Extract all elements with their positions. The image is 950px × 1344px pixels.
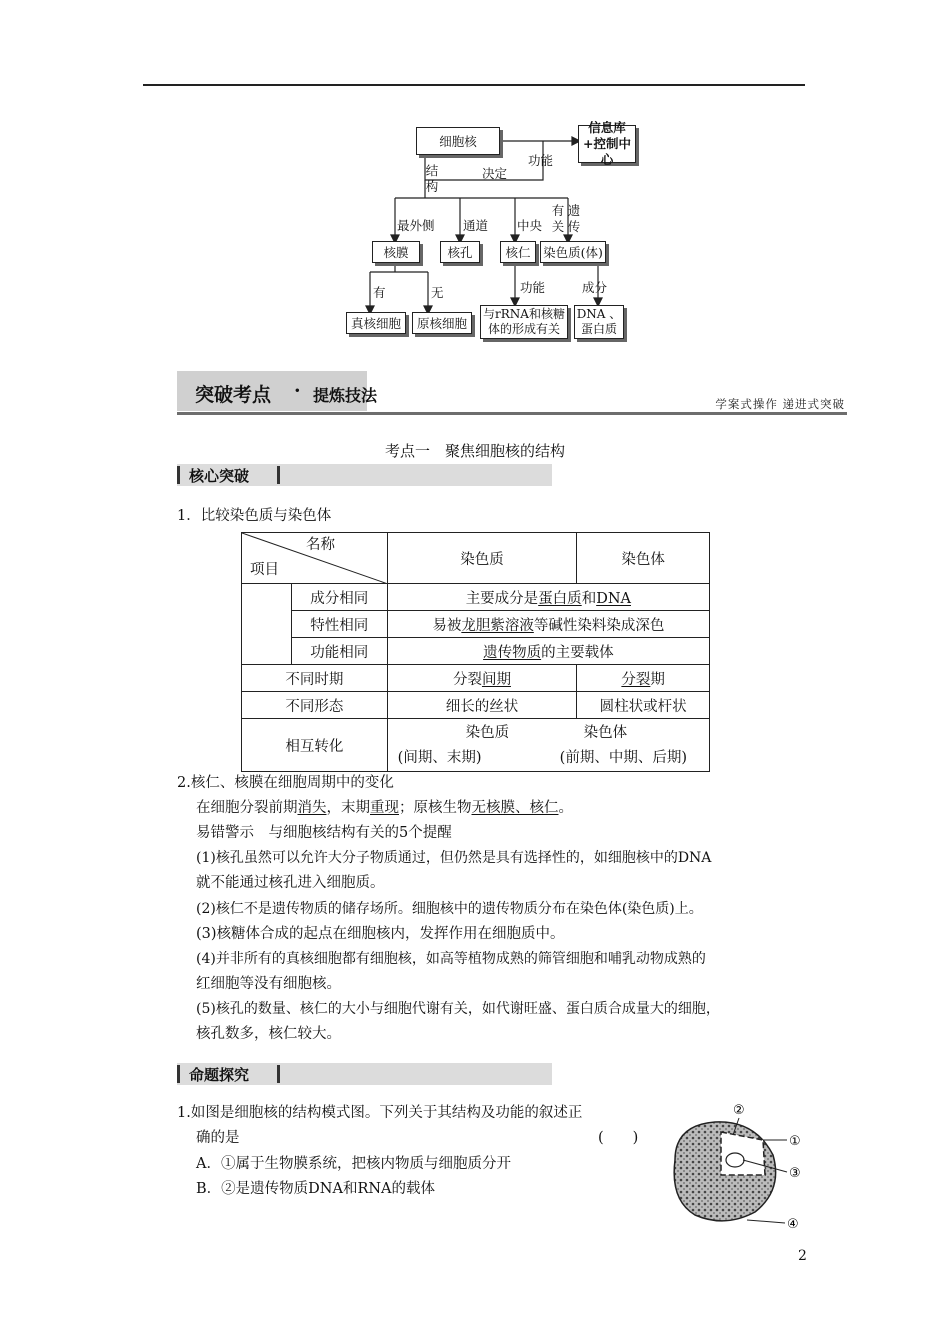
row-shape-chromatin: 细长的丝状 xyxy=(387,692,577,719)
nuclear-membrane-box xyxy=(372,241,420,263)
header-chromosome: 染色体 xyxy=(577,533,710,584)
section-bar-right-2 xyxy=(277,1065,280,1083)
banner-underline xyxy=(177,412,847,415)
r1-c: 和 xyxy=(581,590,597,607)
row-shape-chromosome: 圆柱状或杆状 xyxy=(577,692,710,719)
row-property-label: 特性相同 xyxy=(291,611,387,638)
outermost-label: 最外侧 xyxy=(397,218,435,233)
channel-label: 通道 xyxy=(463,218,489,233)
row-period-chromosome xyxy=(577,665,710,692)
q1-line2: 确的是 xyxy=(196,1130,240,1146)
warning-4b: 红细胞等没有细胞核。 xyxy=(196,976,341,992)
section-bar-right xyxy=(277,466,280,484)
rrna-box xyxy=(480,305,568,339)
r3-a: 遗传物质 xyxy=(483,644,542,661)
warning-2: (2)核仁不是遗传物质的储存场所。细胞核中的遗传物质分布在染色体(染色质)上。 xyxy=(196,901,703,917)
fig-label-4: ④ xyxy=(787,1217,799,1232)
row-composition-value xyxy=(387,584,709,611)
eukaryote-label: 真核细胞 xyxy=(350,316,401,331)
r1-d: DNA xyxy=(596,590,631,607)
r3-b: 的主要载体 xyxy=(541,644,614,661)
i2-u2: 重现 xyxy=(370,800,399,816)
section-bar-left-2 xyxy=(177,1065,180,1083)
eukaryote-box xyxy=(346,312,406,334)
q1-option-a: A．①属于生物膜系统，把核内物质与细胞质分开 xyxy=(196,1156,511,1172)
r6-bot-b: (前期、中期、后期) xyxy=(559,750,687,766)
item2-title: 2.核仁、核膜在细胞周期中的变化 xyxy=(177,775,394,791)
section-title-explore: 命题探究 xyxy=(189,1066,250,1084)
r2-c: 等碱性染料染成深色 xyxy=(533,617,665,634)
row-function-label: 功能相同 xyxy=(291,638,387,665)
center-label: 中央 xyxy=(517,218,543,233)
warning-title: 易错警示 与细胞核结构有关的5个提醒 xyxy=(196,825,452,841)
row-period-chromatin xyxy=(387,665,577,692)
q1-option-b: B．②是遗传物质DNA和RNA的载体 xyxy=(196,1181,436,1197)
item1-title: 1．比较染色质与染色体 xyxy=(177,508,332,524)
section-title-core: 核心突破 xyxy=(189,467,250,485)
info-center-label: 信息库+控制中心 xyxy=(583,120,631,167)
corner-bottom-label: 项目 xyxy=(250,562,279,578)
i2-u1: 消失 xyxy=(297,800,327,816)
nucleolus-label: 核仁 xyxy=(505,245,531,260)
nucleolus-box xyxy=(500,241,536,263)
r2-a: 易被 xyxy=(432,617,462,634)
header-chromatin: 染色质 xyxy=(387,533,577,584)
row-function-value xyxy=(387,638,709,665)
nucleus-structure-figure xyxy=(655,1100,815,1240)
i2-d: 。 xyxy=(558,800,573,816)
chromatin-box xyxy=(540,241,606,263)
rrna-label: 与rRNA和核糖体的形成有关 xyxy=(483,307,565,336)
warning-1b: 就不能通过核孔进入细胞质。 xyxy=(196,875,385,891)
section-bar-left xyxy=(177,466,180,484)
concept-map-lines xyxy=(0,0,950,360)
dna-protein-label: DNA 、蛋白质 xyxy=(576,307,622,336)
info-center-box xyxy=(578,120,636,167)
r4-b2: 期 xyxy=(650,671,665,688)
same-group-cell xyxy=(242,584,292,665)
r6-bot-a: (间期、末期) xyxy=(397,750,482,766)
warning-3: (3)核糖体合成的起点在细胞核内，发挥作用在细胞质中。 xyxy=(196,926,565,942)
chromatin-label: 染色质(体) xyxy=(543,245,603,260)
banner-title: 突破考点 xyxy=(195,384,272,406)
function-label-2: 功能 xyxy=(520,280,546,295)
none-label: 无 xyxy=(431,285,444,300)
structure-label: 结构 xyxy=(425,163,439,194)
section-header-core xyxy=(177,464,552,486)
nuclear-membrane-label: 核膜 xyxy=(383,245,409,260)
r6-top-a: 染色质 xyxy=(465,725,510,741)
nucleus-label: 细胞核 xyxy=(439,134,477,149)
corner-top-label: 名称 xyxy=(306,537,335,553)
section-header-explore xyxy=(177,1063,552,1085)
fig-label-2: ② xyxy=(733,1103,745,1118)
fig-label-3: ③ xyxy=(789,1166,801,1181)
item2-line xyxy=(196,798,573,818)
comparison-table xyxy=(241,532,710,772)
i2-a: 在细胞分裂前期 xyxy=(196,800,298,816)
banner-dot: · xyxy=(294,380,301,402)
genetic-label-2: 有关 xyxy=(551,203,565,234)
genetic-label-1: 遗传 xyxy=(567,203,581,234)
r4-a2: 间期 xyxy=(481,671,511,688)
r1-b: 蛋白质 xyxy=(538,590,582,607)
banner-right-text: 学案式操作 递进式突破 xyxy=(715,397,845,411)
warning-4a: (4)并非所有的真核细胞都有细胞核，如高等植物成熟的筛管细胞和哺乳动物成熟的 xyxy=(196,951,706,967)
topic-title: 考点一 聚焦细胞核的结构 xyxy=(384,442,565,460)
row-shape-label: 不同形态 xyxy=(242,692,388,719)
page-number: 2 xyxy=(798,1248,807,1264)
i2-u3: 无核膜、核仁 xyxy=(471,800,559,816)
nucleus-box xyxy=(416,127,500,155)
banner-subtitle: 提炼技法 xyxy=(313,386,378,405)
r2-b: 龙胆紫溶液 xyxy=(461,617,534,634)
fig-label-1: ① xyxy=(789,1134,801,1149)
r1-a: 主要成分是 xyxy=(465,590,539,607)
nuclear-pore-label: 核孔 xyxy=(447,245,473,260)
nuclear-pore-box xyxy=(440,241,480,263)
r4-a1: 分裂 xyxy=(452,671,482,688)
dna-protein-box xyxy=(574,305,624,339)
warning-1a: (1)核孔虽然可以允许大分子物质通过，但仍然是具有选择性的，如细胞核中的DNA xyxy=(196,850,712,866)
q1-answer-paren: ( ) xyxy=(598,1130,639,1146)
row-convert-label: 相互转化 xyxy=(242,719,388,772)
decides-label: 决定 xyxy=(482,166,508,181)
function-label: 功能 xyxy=(528,153,554,168)
warning-5b: 核孔数多，核仁较大。 xyxy=(196,1026,341,1042)
row-period-label: 不同时期 xyxy=(242,665,388,692)
r4-b1: 分裂 xyxy=(621,671,651,688)
warning-5a: (5)核孔的数量、核仁的大小与细胞代谢有关，如代谢旺盛、蛋白质合成量大的细胞， xyxy=(196,1001,720,1017)
prokaryote-box xyxy=(412,312,472,334)
table-corner xyxy=(242,533,388,584)
i2-c: ；原核生物 xyxy=(399,800,472,816)
row-convert-value xyxy=(387,719,709,772)
has-label: 有 xyxy=(373,285,386,300)
component-label: 成分 xyxy=(582,280,608,295)
row-property-value xyxy=(387,611,709,638)
prokaryote-label: 原核细胞 xyxy=(416,316,467,331)
r6-top-b: 染色体 xyxy=(583,725,628,741)
i2-b: ，末期 xyxy=(326,800,370,816)
row-composition-label: 成分相同 xyxy=(291,584,387,611)
q1-line1: 1.如图是细胞核的结构模式图。下列关于其结构及功能的叙述正 xyxy=(177,1105,583,1121)
